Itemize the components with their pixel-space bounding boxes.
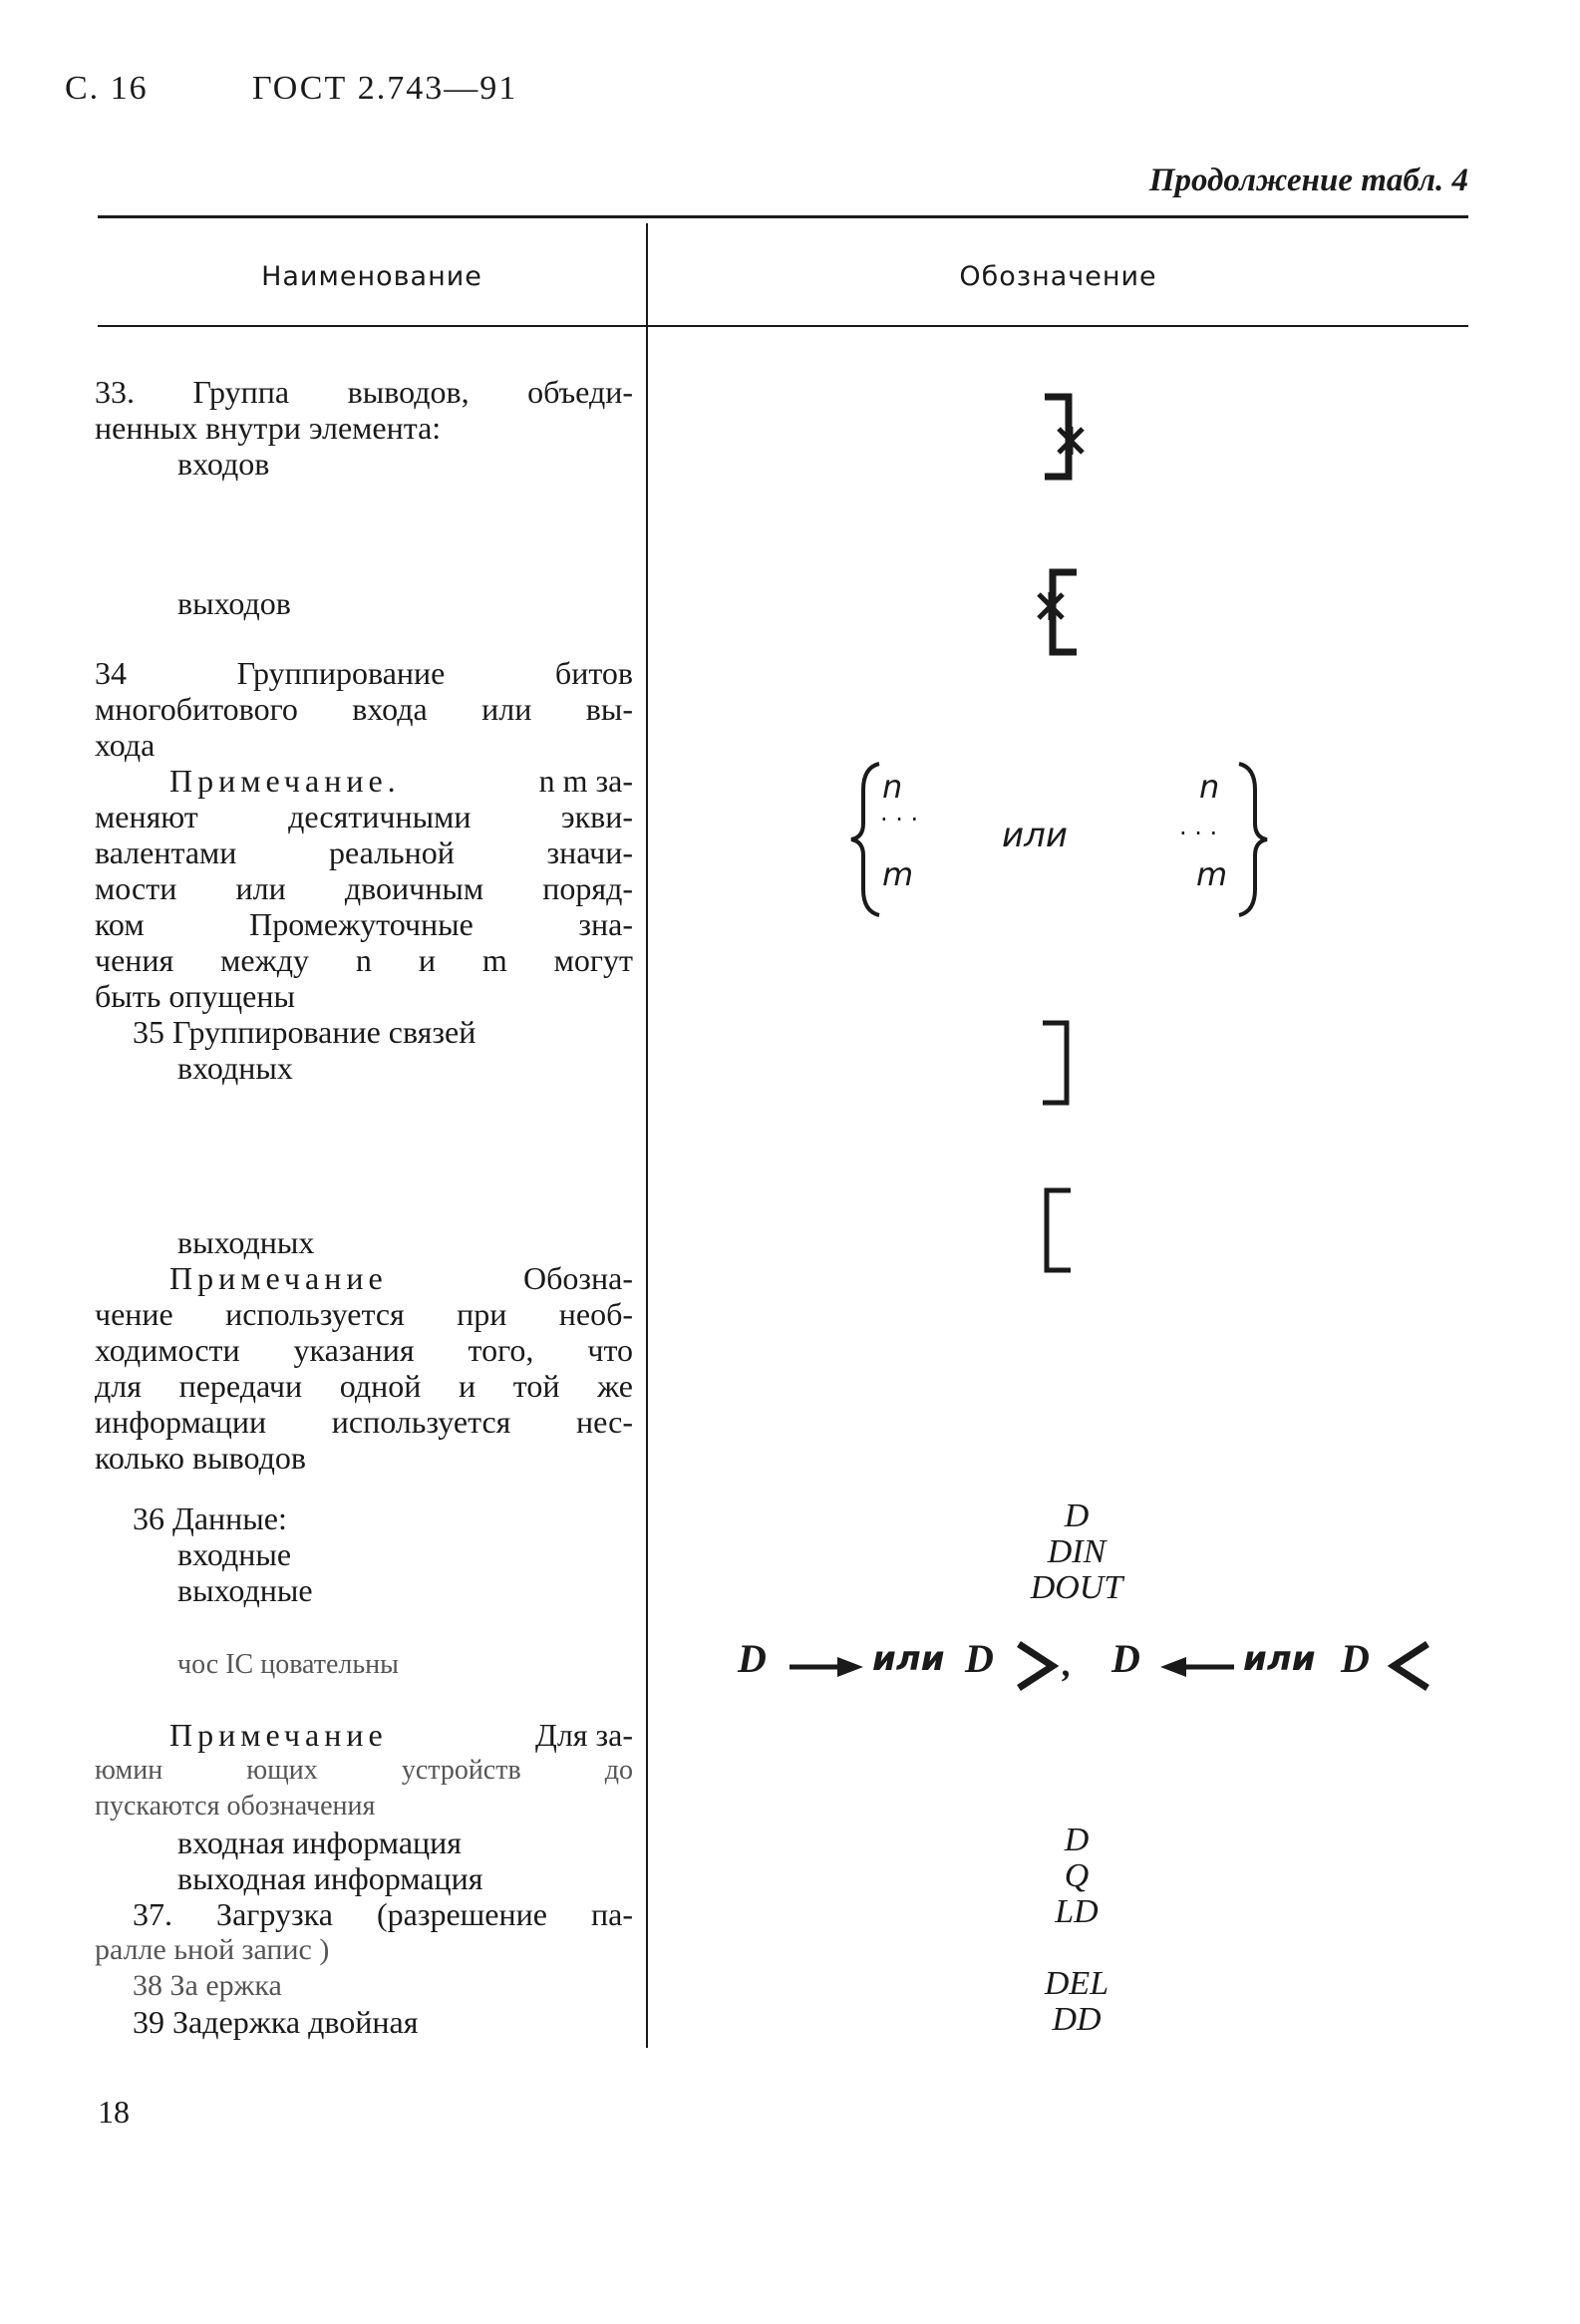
row34-line3: хода	[95, 727, 156, 763]
row35-note-line2: чение используется при необ-	[95, 1296, 633, 1332]
row37-line2: ралле ьной запис )	[95, 1933, 330, 1966]
row35-outputs: выходных	[177, 1224, 315, 1260]
row36-inputs: входные	[177, 1536, 292, 1572]
double-delay-dd-symbol: DD	[1052, 2001, 1102, 2038]
column-name-heading: Наименование	[261, 261, 482, 292]
output-info-q-symbol: Q	[1064, 1857, 1090, 1894]
table-top-rule	[98, 215, 1468, 218]
row39: 39 Задержка двойная	[133, 2004, 419, 2040]
data-dout-symbol: DOUT	[1030, 1569, 1123, 1606]
row38: 38 За ержка	[133, 1969, 282, 2002]
row34-note-line1	[169, 763, 633, 799]
row33-line1: 33. Группа выводов, объеди-	[95, 374, 633, 410]
row35-note-label: Примечание	[169, 1260, 388, 1296]
row33-outputs: выходов	[177, 585, 291, 621]
link-outputs-bracket-icon	[1037, 1184, 1077, 1276]
row33-line2: ненных внутри элемента:	[95, 410, 442, 446]
column-symbol-heading: Обозначение	[959, 261, 1157, 292]
group-outputs-symbol	[1025, 566, 1085, 658]
delay-del-symbol: DEL	[1044, 1965, 1109, 2002]
row34-note-line6: чения между n и m могут	[95, 942, 633, 978]
row35-inputs: входных	[177, 1050, 293, 1086]
row35-note-line3: ходимости указания того, что	[95, 1332, 633, 1368]
table-header-rule	[98, 325, 1468, 327]
standard-number: ГОСТ 2.743—91	[252, 70, 518, 107]
link-inputs-bracket-icon	[1037, 1017, 1077, 1109]
brace-left-dots: · · ·	[880, 806, 919, 833]
row34-note-line3: валентами реальной значи-	[95, 834, 633, 870]
brace-ili: или	[1002, 816, 1068, 855]
row36-note-line2: юмин ющих устройств до	[95, 1755, 633, 1786]
row34-note-line5: ком Промежуточные зна-	[95, 906, 633, 942]
column-divider	[646, 223, 648, 2048]
brace-left-n: n	[882, 768, 903, 806]
row34-note-label: Примечание.	[169, 763, 401, 799]
row37-line1: 37. Загрузка (разрешение па-	[133, 1896, 633, 1932]
less-than-icon	[1388, 1640, 1433, 1692]
row34-note-text1: n m за-	[538, 763, 633, 799]
row36-output-info: выходная информация	[177, 1860, 483, 1896]
greater-than-icon	[1013, 1640, 1059, 1692]
row36-note-line1	[169, 1717, 633, 1753]
row36-note-line3: пускаются обозначения	[95, 1791, 376, 1822]
brace-right-m: m	[1196, 855, 1228, 893]
serial-ili1: или	[872, 1639, 945, 1679]
arrow-left-icon	[1158, 1655, 1236, 1679]
serial-d3: D	[1111, 1636, 1140, 1681]
right-brace-icon	[1231, 760, 1271, 919]
row34-line2: многобитового входа или вы-	[95, 691, 633, 727]
page-number: 18	[98, 2094, 130, 2130]
row35-note-text1: Обозна-	[522, 1260, 633, 1296]
row34-note-line4: мости или двоичным поряд-	[95, 870, 633, 906]
page-ref: С. 16	[65, 70, 149, 107]
serial-d1: D	[738, 1636, 767, 1681]
row34-note-line7: быть опущены	[95, 978, 295, 1014]
left-brace-icon	[847, 760, 887, 919]
row35-note-line4: для передачи одной и той же	[95, 1368, 633, 1404]
input-info-d-symbol: D	[1064, 1822, 1090, 1858]
row35-note-line6: колько выводов	[95, 1440, 306, 1476]
row34-note-line2: меняют десятичными экви-	[95, 799, 633, 834]
arrow-right-icon	[788, 1655, 865, 1679]
row36-line1: 36 Данные:	[133, 1500, 287, 1536]
row36-serial: чос ІС цовательны	[177, 1649, 399, 1680]
brace-right-dots: · · ·	[1179, 820, 1218, 847]
table-continuation-label: Продолжение табл. 4	[1148, 163, 1468, 198]
row35-line1: 35 Группирование связей	[133, 1014, 476, 1050]
row36-note-label: Примечание	[169, 1717, 388, 1753]
serial-d4: D	[1341, 1636, 1370, 1681]
serial-ili2: или	[1243, 1639, 1316, 1679]
row35-note-line5: информации используется нес-	[95, 1404, 633, 1440]
row36-note-text1: Для за-	[534, 1717, 633, 1753]
data-din-symbol: DIN	[1047, 1533, 1106, 1570]
row33-inputs: входов	[177, 446, 270, 482]
load-ld-symbol: LD	[1055, 1893, 1099, 1930]
serial-comma: ,	[1063, 1644, 1072, 1684]
group-inputs-symbol	[1037, 391, 1097, 483]
row34-line1: 34 Группирование битов	[95, 655, 633, 691]
serial-d2: D	[965, 1636, 994, 1681]
data-d-symbol: D	[1064, 1497, 1090, 1534]
row36-outputs: выходные	[177, 1572, 313, 1608]
row36-input-info: входная информация	[177, 1825, 462, 1860]
brace-left-m: m	[882, 855, 914, 893]
row35-note-line1	[169, 1260, 633, 1296]
brace-right-n: n	[1199, 768, 1220, 806]
